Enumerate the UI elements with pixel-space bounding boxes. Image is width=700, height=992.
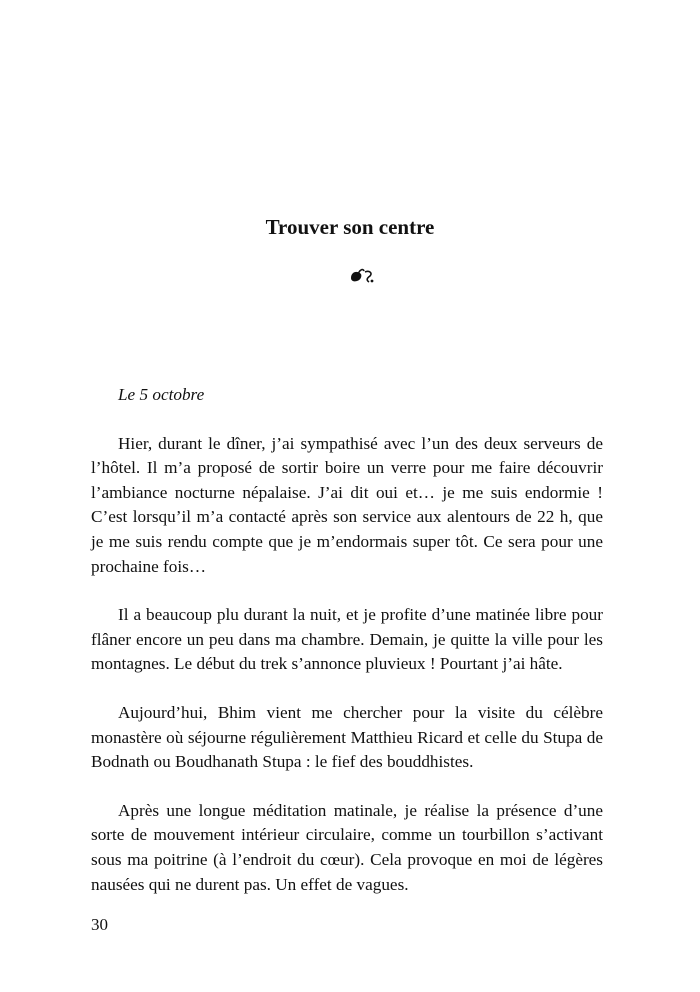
leaf-fleuron-icon — [349, 266, 375, 284]
paragraph: Après une longue méditation matinale, je réalise la présence d’une sorte de mouvement intérieur circulaire, comme un tourbillon s’activant sous ma poitrine (à l’endroit du cœur). Cela provoque en moi de légères nausées qui ne durent pas. Un effet de vagues. — [91, 800, 603, 894]
entry-date: Le 5 octobre — [118, 385, 205, 404]
paragraph: Il a beaucoup plu durant la nuit, et je profite d’une matinée libre pour flâner encore un peu dans ma chambre. Demain, je quitte la ville pour les montagnes. Le début du trek s’annonce pluvieux ! Pourtant j’ai hâte. — [91, 605, 603, 674]
paragraph: Hier, durant le dîner, j’ai sympathisé avec l’un des deux serveurs de l’hôtel. Il m’a proposé de sortir boire un verre pour me faire découvrir l’ambiance nocturne népalaise. J’ai dit oui et… je me suis endormie ! C’est lorsqu’il m’a contacté après son service aux alentours de 22 h, que je me suis rendu compte que je m’endormais super tôt. Ce sera pour une prochaine fois… — [91, 433, 603, 576]
diary-entry — [91, 383, 603, 897]
chapter-title: Trouver son centre — [265, 215, 435, 239]
paragraph: Aujourd’hui, Bhim vient me chercher pour la visite du célèbre monastère où séjourne régulièrement Matthieu Ricard et celle du Stupa de Bodnath ou Boudhanath Stupa : le fief des bouddhistes. — [91, 702, 603, 772]
page-number: 30 — [91, 915, 108, 934]
